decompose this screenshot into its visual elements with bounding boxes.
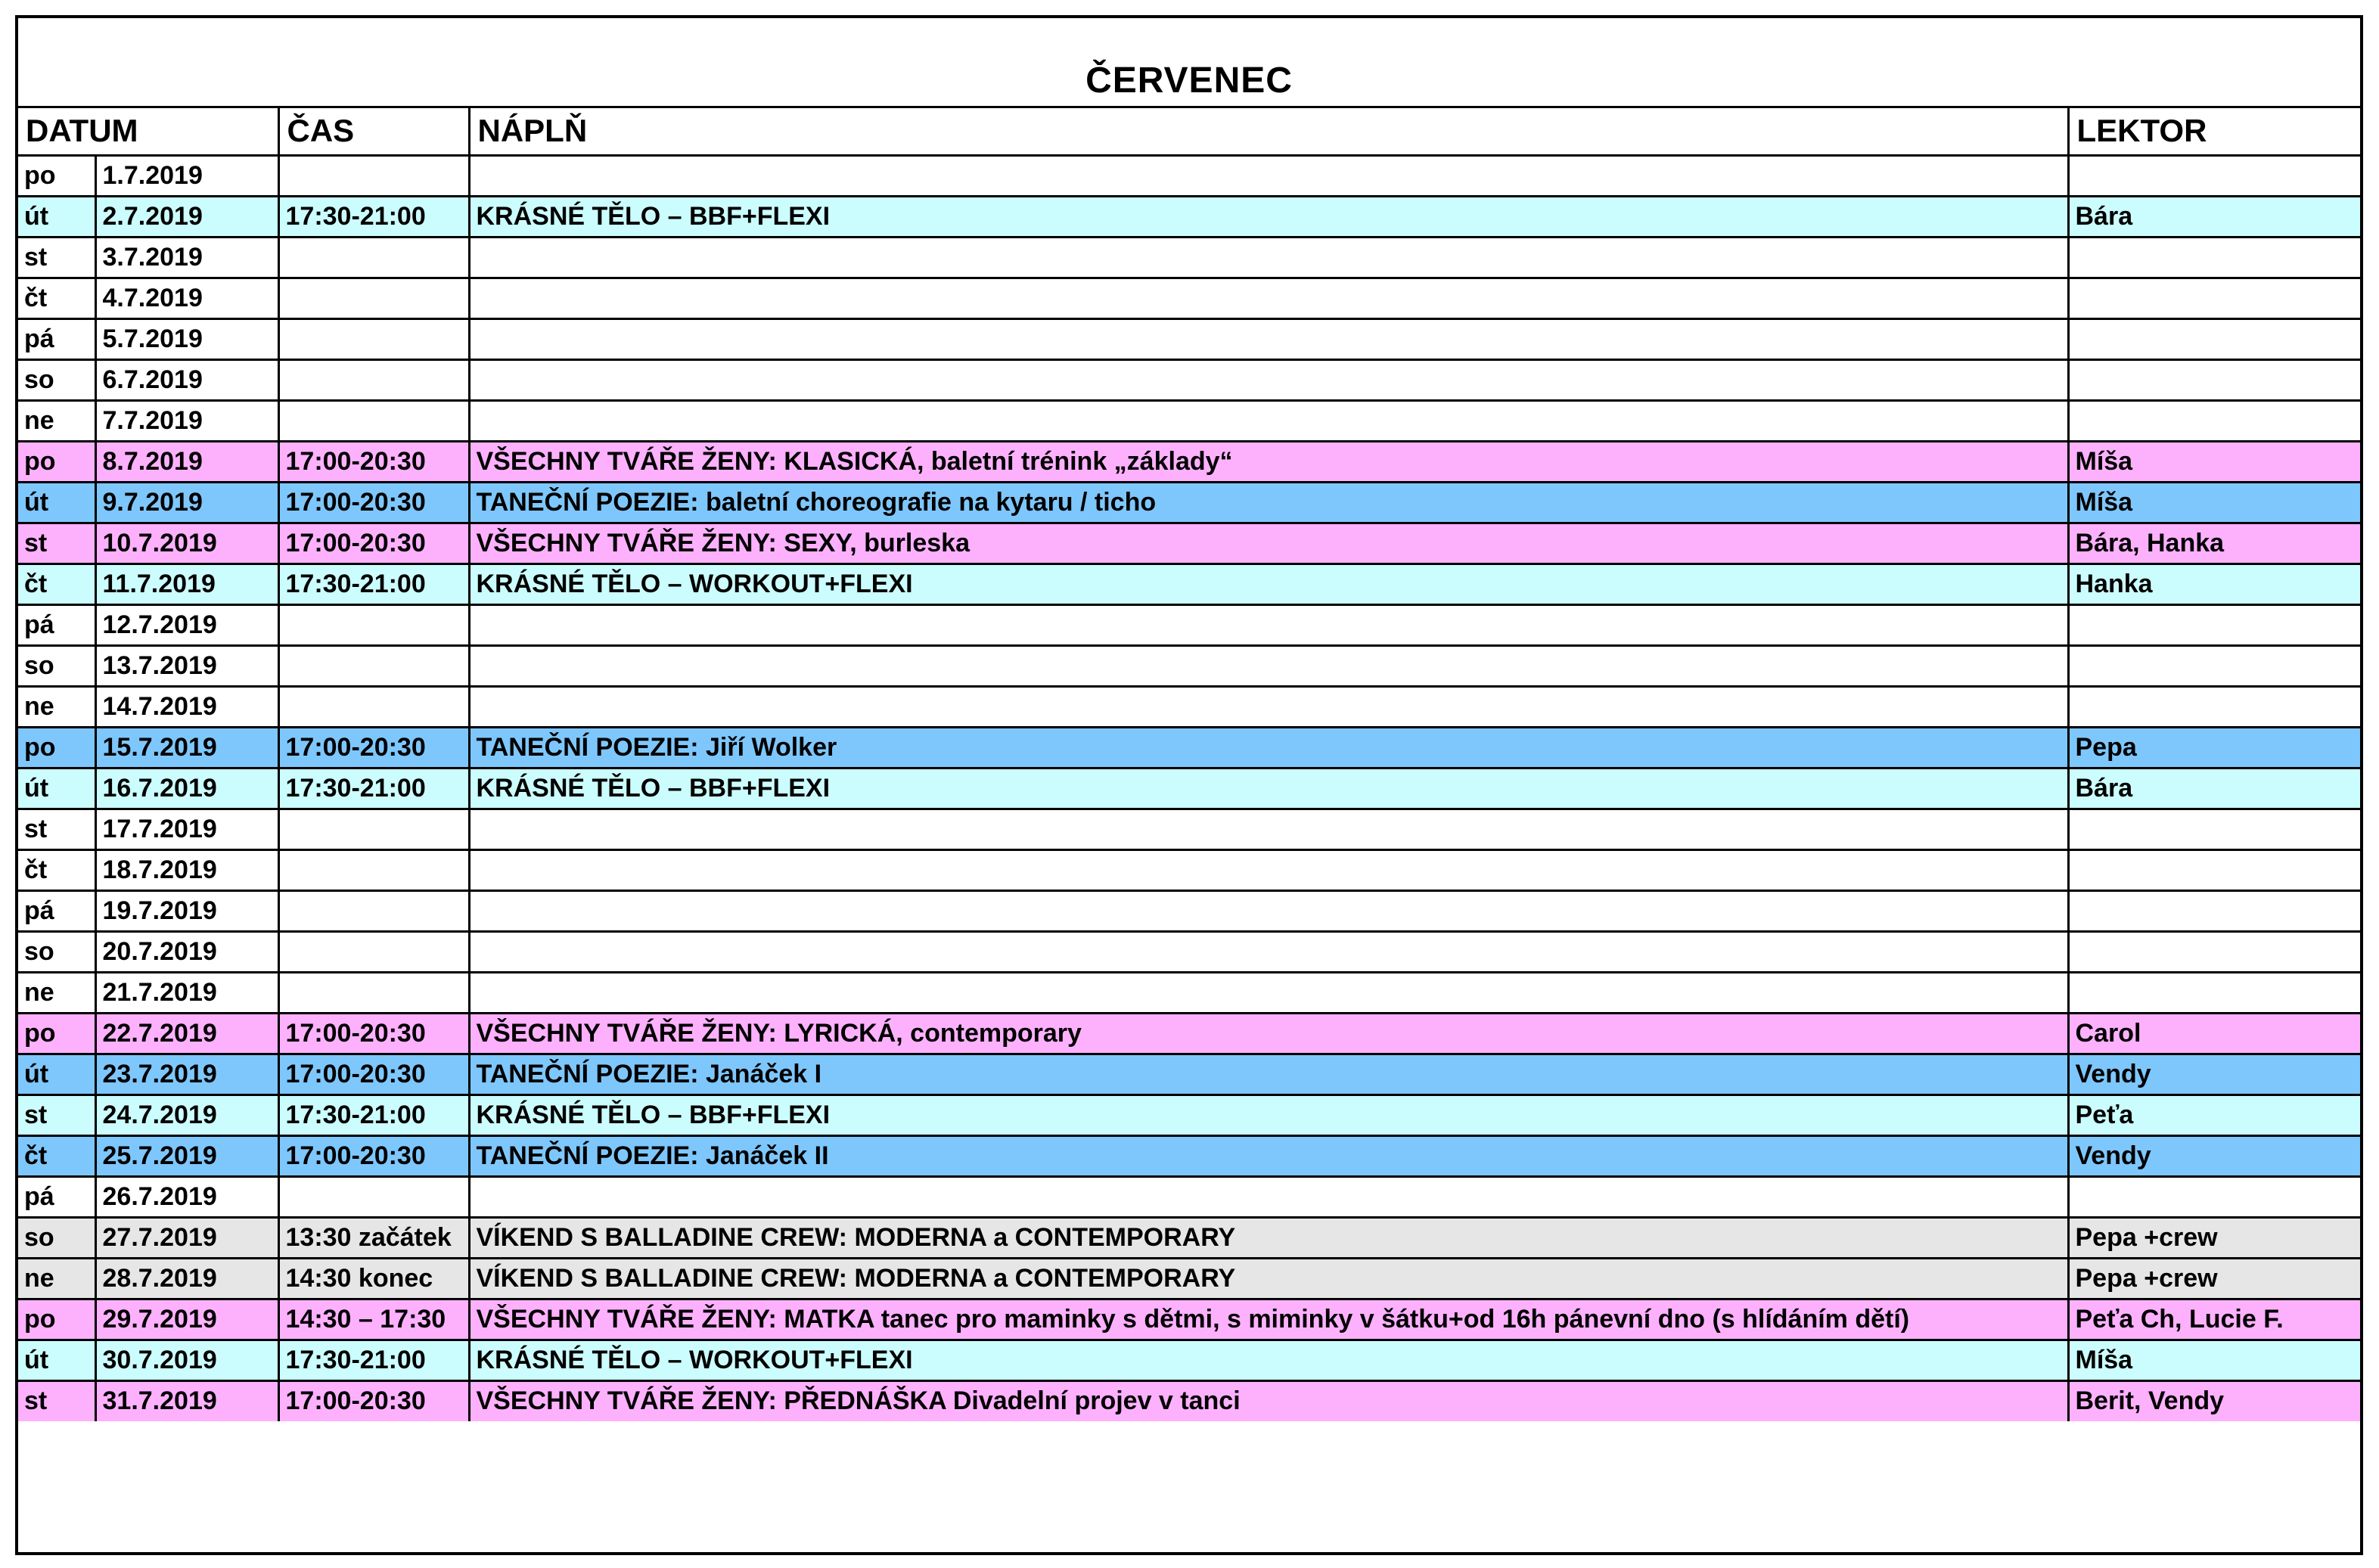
time-cell [278,931,469,972]
day-cell: pá [18,890,95,931]
table-row [18,523,2360,564]
time-cell: 14:30 – 17:30 [278,1299,469,1340]
date-cell: 11.7.2019 [95,564,278,604]
time-cell: 17:00-20:30 [278,1013,469,1054]
table-row [18,727,2360,768]
table-row [18,972,2360,1013]
day-cell: pá [18,1176,95,1217]
content-cell: KRÁSNÉ TĚLO – BBF+FLEXI [469,196,2068,237]
time-cell [278,645,469,686]
day-cell: čt [18,564,95,604]
day-cell: po [18,1299,95,1340]
table-row [18,1094,2360,1135]
lektor-cell: Berit, Vendy [2068,1380,2360,1421]
lektor-cell [2068,155,2360,196]
date-cell: 13.7.2019 [95,645,278,686]
lektor-cell [2068,849,2360,890]
date-cell: 2.7.2019 [95,196,278,237]
content-cell: TANEČNÍ POEZIE: Jiří Wolker [469,727,2068,768]
day-cell: út [18,1340,95,1380]
header-row [18,108,2360,155]
content-cell [469,931,2068,972]
table-row [18,155,2360,196]
date-cell: 19.7.2019 [95,890,278,931]
lektor-cell: Míša [2068,441,2360,482]
lektor-cell: Vendy [2068,1054,2360,1094]
month-title: ČERVENEC [1085,61,1293,101]
lektor-cell [2068,237,2360,278]
lektor-cell: Hanka [2068,564,2360,604]
lektor-cell: Carol [2068,1013,2360,1054]
day-cell: so [18,1217,95,1258]
time-cell: 17:30-21:00 [278,564,469,604]
lektor-cell: Bára [2068,768,2360,809]
schedule-table [18,108,2360,1421]
day-cell: ne [18,1258,95,1299]
time-cell: 17:00-20:30 [278,1054,469,1094]
day-cell: pá [18,318,95,359]
table-row [18,318,2360,359]
content-cell [469,318,2068,359]
lektor-cell: Bára [2068,196,2360,237]
table-row [18,1299,2360,1340]
table-row [18,196,2360,237]
day-cell: st [18,523,95,564]
day-cell: út [18,196,95,237]
content-cell: VŠECHNY TVÁŘE ŽENY: PŘEDNÁŠKA Divadelní projev v tanci [469,1380,2068,1421]
date-cell: 26.7.2019 [95,1176,278,1217]
date-cell: 7.7.2019 [95,400,278,441]
content-cell: TANEČNÍ POEZIE: baletní choreografie na kytaru / ticho [469,482,2068,523]
title-row [18,18,2360,108]
time-cell: 17:00-20:30 [278,727,469,768]
content-cell [469,155,2068,196]
lektor-cell: Míša [2068,1340,2360,1380]
date-cell: 5.7.2019 [95,318,278,359]
content-cell: VŠECHNY TVÁŘE ŽENY: MATKA tanec pro maminky s dětmi, s miminky v šátku+od 16h pánevní dno (s hlídáním dětí) [469,1299,2068,1340]
table-row [18,278,2360,318]
time-cell: 14:30 konec [278,1258,469,1299]
content-cell: KRÁSNÉ TĚLO – BBF+FLEXI [469,1094,2068,1135]
time-cell: 17:30-21:00 [278,1094,469,1135]
day-cell: st [18,809,95,849]
day-cell: ne [18,686,95,727]
date-cell: 27.7.2019 [95,1217,278,1258]
lektor-cell: Pepa [2068,727,2360,768]
table-row [18,482,2360,523]
day-cell: so [18,645,95,686]
table-row [18,441,2360,482]
table-row [18,768,2360,809]
day-cell: ne [18,400,95,441]
time-cell [278,972,469,1013]
time-cell: 13:30 začátek [278,1217,469,1258]
table-row [18,564,2360,604]
lektor-cell: Peťa [2068,1094,2360,1135]
content-cell: TANEČNÍ POEZIE: Janáček II [469,1135,2068,1176]
table-row [18,237,2360,278]
date-cell: 17.7.2019 [95,809,278,849]
lektor-cell [2068,890,2360,931]
content-cell: VŠECHNY TVÁŘE ŽENY: SEXY, burleska [469,523,2068,564]
table-row [18,359,2360,400]
time-cell: 17:00-20:30 [278,523,469,564]
date-cell: 8.7.2019 [95,441,278,482]
table-row [18,400,2360,441]
table-row [18,1013,2360,1054]
lektor-cell: Míša [2068,482,2360,523]
date-cell: 14.7.2019 [95,686,278,727]
day-cell: čt [18,278,95,318]
lektor-cell [2068,359,2360,400]
table-row [18,604,2360,645]
time-cell [278,278,469,318]
date-cell: 29.7.2019 [95,1299,278,1340]
day-cell: čt [18,849,95,890]
header-lektor: LEKTOR [2068,108,2360,155]
table-row [18,931,2360,972]
table-row [18,686,2360,727]
day-cell: st [18,237,95,278]
lektor-cell [2068,972,2360,1013]
table-row [18,1054,2360,1094]
schedule-sheet [15,15,2363,1555]
content-cell [469,849,2068,890]
date-cell: 1.7.2019 [95,155,278,196]
content-cell [469,359,2068,400]
lektor-cell [2068,318,2360,359]
time-cell [278,1176,469,1217]
date-cell: 24.7.2019 [95,1094,278,1135]
day-cell: so [18,931,95,972]
time-cell [278,809,469,849]
day-cell: so [18,359,95,400]
table-row [18,849,2360,890]
content-cell [469,809,2068,849]
content-cell: KRÁSNÉ TĚLO – BBF+FLEXI [469,768,2068,809]
day-cell: út [18,768,95,809]
table-row [18,1380,2360,1421]
content-cell [469,1176,2068,1217]
time-cell: 17:00-20:30 [278,1135,469,1176]
date-cell: 31.7.2019 [95,1380,278,1421]
time-cell [278,849,469,890]
lektor-cell: Pepa +crew [2068,1258,2360,1299]
content-cell [469,890,2068,931]
time-cell [278,686,469,727]
content-cell: VÍKEND S BALLADINE CREW: MODERNA a CONTEMPORARY [469,1217,2068,1258]
table-row [18,890,2360,931]
content-cell: VÍKEND S BALLADINE CREW: MODERNA a CONTEMPORARY [469,1258,2068,1299]
day-cell: st [18,1380,95,1421]
date-cell: 9.7.2019 [95,482,278,523]
date-cell: 25.7.2019 [95,1135,278,1176]
lektor-cell: Bára, Hanka [2068,523,2360,564]
content-cell: VŠECHNY TVÁŘE ŽENY: KLASICKÁ, baletní trénink „základy“ [469,441,2068,482]
day-cell: st [18,1094,95,1135]
time-cell: 17:00-20:30 [278,441,469,482]
day-cell: po [18,1013,95,1054]
content-cell [469,604,2068,645]
table-row [18,1258,2360,1299]
content-cell [469,278,2068,318]
date-cell: 12.7.2019 [95,604,278,645]
time-cell: 17:00-20:30 [278,482,469,523]
lektor-cell [2068,931,2360,972]
date-cell: 20.7.2019 [95,931,278,972]
lektor-cell: Peťa Ch, Lucie F. [2068,1299,2360,1340]
content-cell [469,686,2068,727]
date-cell: 16.7.2019 [95,768,278,809]
content-cell [469,645,2068,686]
table-row [18,1217,2360,1258]
time-cell: 17:30-21:00 [278,768,469,809]
content-cell: VŠECHNY TVÁŘE ŽENY: LYRICKÁ, contemporary [469,1013,2068,1054]
date-cell: 4.7.2019 [95,278,278,318]
date-cell: 18.7.2019 [95,849,278,890]
content-cell [469,400,2068,441]
schedule-body [18,108,2360,1421]
content-cell: KRÁSNÉ TĚLO – WORKOUT+FLEXI [469,1340,2068,1380]
content-cell: TANEČNÍ POEZIE: Janáček I [469,1054,2068,1094]
date-cell: 3.7.2019 [95,237,278,278]
time-cell: 17:30-21:00 [278,196,469,237]
content-cell: KRÁSNÉ TĚLO – WORKOUT+FLEXI [469,564,2068,604]
lektor-cell [2068,645,2360,686]
date-cell: 28.7.2019 [95,1258,278,1299]
time-cell [278,890,469,931]
lektor-cell [2068,400,2360,441]
table-row [18,1340,2360,1380]
day-cell: út [18,482,95,523]
day-cell: út [18,1054,95,1094]
content-cell [469,972,2068,1013]
table-row [18,1176,2360,1217]
lektor-cell [2068,1176,2360,1217]
header-cas: ČAS [278,108,469,155]
date-cell: 15.7.2019 [95,727,278,768]
day-cell: pá [18,604,95,645]
time-cell [278,359,469,400]
time-cell [278,155,469,196]
table-row [18,645,2360,686]
day-cell: po [18,727,95,768]
lektor-cell: Pepa +crew [2068,1217,2360,1258]
date-cell: 21.7.2019 [95,972,278,1013]
date-cell: 30.7.2019 [95,1340,278,1380]
lektor-cell: Vendy [2068,1135,2360,1176]
date-cell: 6.7.2019 [95,359,278,400]
lektor-cell [2068,809,2360,849]
header-datum: DATUM [18,108,278,155]
date-cell: 23.7.2019 [95,1054,278,1094]
header-napln: NÁPLŇ [469,108,2068,155]
day-cell: ne [18,972,95,1013]
lektor-cell [2068,278,2360,318]
date-cell: 10.7.2019 [95,523,278,564]
time-cell [278,604,469,645]
content-cell [469,237,2068,278]
time-cell [278,237,469,278]
lektor-cell [2068,686,2360,727]
day-cell: po [18,441,95,482]
table-row [18,1135,2360,1176]
time-cell: 17:30-21:00 [278,1340,469,1380]
day-cell: po [18,155,95,196]
lektor-cell [2068,604,2360,645]
date-cell: 22.7.2019 [95,1013,278,1054]
day-cell: čt [18,1135,95,1176]
table-row [18,809,2360,849]
time-cell: 17:00-20:30 [278,1380,469,1421]
time-cell [278,318,469,359]
time-cell [278,400,469,441]
